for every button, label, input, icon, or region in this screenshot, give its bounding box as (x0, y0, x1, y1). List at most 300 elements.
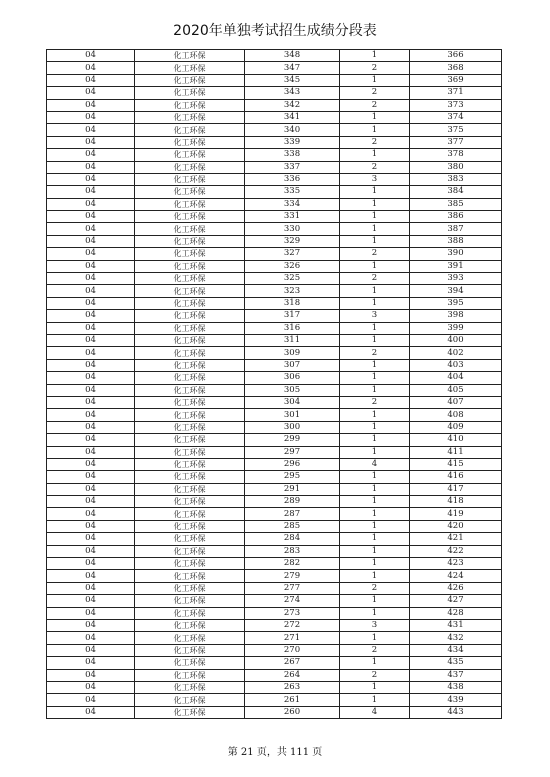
major-name-cell: 化工环保 (135, 706, 245, 718)
table-row (47, 310, 502, 322)
count-cell: 1 (340, 657, 410, 669)
major-name-cell: 化工环保 (135, 111, 245, 123)
table-row (47, 223, 502, 235)
cumulative-cell: 402 (410, 347, 502, 359)
major-name-cell: 化工环保 (135, 582, 245, 594)
major-code-cell: 04 (47, 347, 135, 359)
major-name-cell: 化工环保 (135, 62, 245, 74)
count-cell: 4 (340, 458, 410, 470)
count-cell: 1 (340, 496, 410, 508)
count-cell: 1 (340, 607, 410, 619)
major-name-cell: 化工环保 (135, 186, 245, 198)
cumulative-cell: 404 (410, 372, 502, 384)
cumulative-cell: 428 (410, 607, 502, 619)
score-cell: 300 (245, 421, 340, 433)
count-cell: 1 (340, 149, 410, 161)
count-cell: 2 (340, 99, 410, 111)
major-name-cell: 化工环保 (135, 347, 245, 359)
major-code-cell: 04 (47, 223, 135, 235)
table-row (47, 520, 502, 532)
table-row (47, 644, 502, 656)
table-row (47, 681, 502, 693)
cumulative-cell: 371 (410, 87, 502, 99)
table-row (47, 607, 502, 619)
major-name-cell: 化工环保 (135, 595, 245, 607)
table-row (47, 595, 502, 607)
cumulative-cell: 426 (410, 582, 502, 594)
major-code-cell: 04 (47, 446, 135, 458)
major-name-cell: 化工环保 (135, 149, 245, 161)
major-name-cell: 化工环保 (135, 644, 245, 656)
table-row (47, 458, 502, 470)
cumulative-cell: 378 (410, 149, 502, 161)
cumulative-cell: 403 (410, 359, 502, 371)
major-name-cell: 化工环保 (135, 334, 245, 346)
score-cell: 339 (245, 136, 340, 148)
major-code-cell: 04 (47, 694, 135, 706)
major-code-cell: 04 (47, 359, 135, 371)
major-name-cell: 化工环保 (135, 657, 245, 669)
major-code-cell: 04 (47, 124, 135, 136)
major-code-cell: 04 (47, 409, 135, 421)
score-cell: 273 (245, 607, 340, 619)
cumulative-cell: 422 (410, 545, 502, 557)
score-cell: 331 (245, 211, 340, 223)
cumulative-cell: 385 (410, 198, 502, 210)
major-name-cell: 化工环保 (135, 483, 245, 495)
count-cell: 1 (340, 198, 410, 210)
table-row (47, 446, 502, 458)
cumulative-cell: 427 (410, 595, 502, 607)
major-name-cell: 化工环保 (135, 235, 245, 247)
table-row (47, 211, 502, 223)
count-cell: 1 (340, 520, 410, 532)
count-cell: 1 (340, 384, 410, 396)
count-cell: 1 (340, 334, 410, 346)
table-row (47, 533, 502, 545)
score-cell: 287 (245, 508, 340, 520)
major-code-cell: 04 (47, 607, 135, 619)
major-code-cell: 04 (47, 458, 135, 470)
count-cell: 1 (340, 74, 410, 86)
score-cell: 271 (245, 632, 340, 644)
table-row (47, 496, 502, 508)
major-code-cell: 04 (47, 471, 135, 483)
table-row (47, 50, 502, 62)
major-code-cell: 04 (47, 235, 135, 247)
major-name-cell: 化工环保 (135, 607, 245, 619)
table-row (47, 124, 502, 136)
major-name-cell: 化工环保 (135, 396, 245, 408)
count-cell: 1 (340, 694, 410, 706)
major-code-cell: 04 (47, 248, 135, 260)
table-row (47, 260, 502, 272)
score-cell: 296 (245, 458, 340, 470)
cumulative-cell: 416 (410, 471, 502, 483)
cumulative-cell: 380 (410, 161, 502, 173)
cumulative-cell: 395 (410, 297, 502, 309)
table-row (47, 297, 502, 309)
cumulative-cell: 405 (410, 384, 502, 396)
major-code-cell: 04 (47, 136, 135, 148)
score-cell: 342 (245, 99, 340, 111)
major-name-cell: 化工环保 (135, 558, 245, 570)
score-cell: 337 (245, 161, 340, 173)
score-cell: 335 (245, 186, 340, 198)
table-row (47, 87, 502, 99)
score-cell: 270 (245, 644, 340, 656)
score-cell: 289 (245, 496, 340, 508)
score-cell: 341 (245, 111, 340, 123)
major-name-cell: 化工环保 (135, 99, 245, 111)
major-name-cell: 化工环保 (135, 446, 245, 458)
major-code-cell: 04 (47, 558, 135, 570)
major-code-cell: 04 (47, 211, 135, 223)
table-row (47, 669, 502, 681)
major-code-cell: 04 (47, 396, 135, 408)
major-name-cell: 化工环保 (135, 409, 245, 421)
major-code-cell: 04 (47, 706, 135, 718)
score-cell: 307 (245, 359, 340, 371)
count-cell: 1 (340, 471, 410, 483)
count-cell: 2 (340, 273, 410, 285)
score-cell: 326 (245, 260, 340, 272)
table-row (47, 558, 502, 570)
major-code-cell: 04 (47, 372, 135, 384)
table-row (47, 186, 502, 198)
cumulative-cell: 410 (410, 434, 502, 446)
cumulative-cell: 407 (410, 396, 502, 408)
cumulative-cell: 373 (410, 99, 502, 111)
major-code-cell: 04 (47, 74, 135, 86)
major-name-cell: 化工环保 (135, 669, 245, 681)
cumulative-cell: 393 (410, 273, 502, 285)
cumulative-cell: 399 (410, 322, 502, 334)
score-cell: 267 (245, 657, 340, 669)
cumulative-cell: 387 (410, 223, 502, 235)
count-cell: 2 (340, 669, 410, 681)
score-cell: 306 (245, 372, 340, 384)
score-cell: 263 (245, 681, 340, 693)
table-row (47, 322, 502, 334)
count-cell: 3 (340, 173, 410, 185)
major-code-cell: 04 (47, 434, 135, 446)
count-cell: 1 (340, 681, 410, 693)
major-code-cell: 04 (47, 483, 135, 495)
count-cell: 1 (340, 558, 410, 570)
count-cell: 1 (340, 545, 410, 557)
count-cell: 1 (340, 570, 410, 582)
table-row (47, 396, 502, 408)
table-row (47, 149, 502, 161)
table-row (47, 99, 502, 111)
table-row (47, 161, 502, 173)
score-cell: 260 (245, 706, 340, 718)
count-cell: 1 (340, 235, 410, 247)
table-row (47, 347, 502, 359)
count-cell: 1 (340, 223, 410, 235)
score-cell: 311 (245, 334, 340, 346)
major-code-cell: 04 (47, 582, 135, 594)
score-cell: 325 (245, 273, 340, 285)
major-name-cell: 化工环保 (135, 273, 245, 285)
major-code-cell: 04 (47, 322, 135, 334)
cumulative-cell: 390 (410, 248, 502, 260)
cumulative-cell: 368 (410, 62, 502, 74)
cumulative-cell: 437 (410, 669, 502, 681)
major-name-cell: 化工环保 (135, 619, 245, 631)
cumulative-cell: 421 (410, 533, 502, 545)
count-cell: 2 (340, 136, 410, 148)
table-row (47, 421, 502, 433)
major-name-cell: 化工环保 (135, 471, 245, 483)
cumulative-cell: 394 (410, 285, 502, 297)
score-cell: 261 (245, 694, 340, 706)
cumulative-cell: 418 (410, 496, 502, 508)
cumulative-cell: 432 (410, 632, 502, 644)
major-code-cell: 04 (47, 260, 135, 272)
count-cell: 1 (340, 421, 410, 433)
major-name-cell: 化工环保 (135, 359, 245, 371)
score-cell: 277 (245, 582, 340, 594)
count-cell: 1 (340, 595, 410, 607)
major-code-cell: 04 (47, 619, 135, 631)
score-cell: 316 (245, 322, 340, 334)
table-row (47, 483, 502, 495)
cumulative-cell: 419 (410, 508, 502, 520)
cumulative-cell: 431 (410, 619, 502, 631)
major-code-cell: 04 (47, 669, 135, 681)
table-row (47, 409, 502, 421)
score-distribution-table (46, 49, 502, 719)
major-code-cell: 04 (47, 421, 135, 433)
major-code-cell: 04 (47, 570, 135, 582)
score-cell: 304 (245, 396, 340, 408)
table-row (47, 582, 502, 594)
cumulative-cell: 415 (410, 458, 502, 470)
score-cell: 284 (245, 533, 340, 545)
major-name-cell: 化工环保 (135, 297, 245, 309)
major-code-cell: 04 (47, 533, 135, 545)
score-cell: 327 (245, 248, 340, 260)
cumulative-cell: 388 (410, 235, 502, 247)
score-cell: 317 (245, 310, 340, 322)
table-row (47, 198, 502, 210)
count-cell: 1 (340, 111, 410, 123)
score-cell: 264 (245, 669, 340, 681)
major-code-cell: 04 (47, 87, 135, 99)
cumulative-cell: 366 (410, 50, 502, 62)
major-code-cell: 04 (47, 186, 135, 198)
cumulative-cell: 443 (410, 706, 502, 718)
cumulative-cell: 383 (410, 173, 502, 185)
major-name-cell: 化工环保 (135, 384, 245, 396)
cumulative-cell: 409 (410, 421, 502, 433)
score-cell: 285 (245, 520, 340, 532)
major-name-cell: 化工环保 (135, 458, 245, 470)
table-row (47, 136, 502, 148)
major-name-cell: 化工环保 (135, 211, 245, 223)
score-cell: 297 (245, 446, 340, 458)
count-cell: 2 (340, 347, 410, 359)
score-cell: 309 (245, 347, 340, 359)
table-row (47, 235, 502, 247)
count-cell: 1 (340, 322, 410, 334)
count-cell: 1 (340, 211, 410, 223)
major-name-cell: 化工环保 (135, 50, 245, 62)
cumulative-cell: 377 (410, 136, 502, 148)
score-cell: 299 (245, 434, 340, 446)
score-cell: 274 (245, 595, 340, 607)
major-name-cell: 化工环保 (135, 681, 245, 693)
count-cell: 2 (340, 248, 410, 260)
major-code-cell: 04 (47, 496, 135, 508)
count-cell: 1 (340, 409, 410, 421)
major-name-cell: 化工环保 (135, 285, 245, 297)
table-row (47, 359, 502, 371)
major-code-cell: 04 (47, 657, 135, 669)
cumulative-cell: 435 (410, 657, 502, 669)
major-code-cell: 04 (47, 545, 135, 557)
count-cell: 1 (340, 483, 410, 495)
count-cell: 1 (340, 446, 410, 458)
count-cell: 1 (340, 508, 410, 520)
table-row (47, 273, 502, 285)
cumulative-cell: 391 (410, 260, 502, 272)
cumulative-cell: 423 (410, 558, 502, 570)
major-name-cell: 化工环保 (135, 496, 245, 508)
count-cell: 1 (340, 285, 410, 297)
major-code-cell: 04 (47, 198, 135, 210)
table-row (47, 285, 502, 297)
major-code-cell: 04 (47, 595, 135, 607)
count-cell: 1 (340, 632, 410, 644)
major-code-cell: 04 (47, 508, 135, 520)
major-code-cell: 04 (47, 99, 135, 111)
count-cell: 1 (340, 124, 410, 136)
score-cell: 282 (245, 558, 340, 570)
count-cell: 2 (340, 62, 410, 74)
major-name-cell: 化工环保 (135, 136, 245, 148)
table-row (47, 632, 502, 644)
table-row (47, 173, 502, 185)
major-code-cell: 04 (47, 173, 135, 185)
cumulative-cell: 438 (410, 681, 502, 693)
major-code-cell: 04 (47, 50, 135, 62)
score-cell: 329 (245, 235, 340, 247)
cumulative-cell: 408 (410, 409, 502, 421)
cumulative-cell: 386 (410, 211, 502, 223)
score-cell: 291 (245, 483, 340, 495)
major-name-cell: 化工环保 (135, 260, 245, 272)
major-name-cell: 化工环保 (135, 198, 245, 210)
table-row (47, 706, 502, 718)
count-cell: 1 (340, 372, 410, 384)
major-name-cell: 化工环保 (135, 310, 245, 322)
count-cell: 1 (340, 434, 410, 446)
cumulative-cell: 434 (410, 644, 502, 656)
score-cell: 348 (245, 50, 340, 62)
table-row (47, 62, 502, 74)
count-cell: 2 (340, 87, 410, 99)
table-row (47, 334, 502, 346)
count-cell: 1 (340, 359, 410, 371)
score-cell: 330 (245, 223, 340, 235)
table-row (47, 694, 502, 706)
major-name-cell: 化工环保 (135, 161, 245, 173)
score-cell: 338 (245, 149, 340, 161)
count-cell: 3 (340, 619, 410, 631)
score-cell: 318 (245, 297, 340, 309)
table-row (47, 508, 502, 520)
major-code-cell: 04 (47, 644, 135, 656)
count-cell: 2 (340, 644, 410, 656)
count-cell: 1 (340, 297, 410, 309)
cumulative-cell: 398 (410, 310, 502, 322)
count-cell: 2 (340, 161, 410, 173)
table-row (47, 545, 502, 557)
major-name-cell: 化工环保 (135, 570, 245, 582)
major-name-cell: 化工环保 (135, 372, 245, 384)
major-code-cell: 04 (47, 310, 135, 322)
score-cell: 295 (245, 471, 340, 483)
count-cell: 3 (340, 310, 410, 322)
major-name-cell: 化工环保 (135, 322, 245, 334)
major-name-cell: 化工环保 (135, 508, 245, 520)
score-cell: 347 (245, 62, 340, 74)
major-code-cell: 04 (47, 149, 135, 161)
count-cell: 1 (340, 260, 410, 272)
count-cell: 4 (340, 706, 410, 718)
major-code-cell: 04 (47, 632, 135, 644)
page-footer: 第 21 页，共 111 页 (227, 747, 323, 758)
score-cell: 279 (245, 570, 340, 582)
table-body (47, 50, 502, 719)
major-code-cell: 04 (47, 273, 135, 285)
count-cell: 1 (340, 50, 410, 62)
major-name-cell: 化工环保 (135, 248, 245, 260)
table-row (47, 471, 502, 483)
table-row (47, 111, 502, 123)
table-row (47, 74, 502, 86)
score-cell: 340 (245, 124, 340, 136)
major-code-cell: 04 (47, 285, 135, 297)
major-code-cell: 04 (47, 681, 135, 693)
table-row (47, 248, 502, 260)
major-name-cell: 化工环保 (135, 694, 245, 706)
cumulative-cell: 400 (410, 334, 502, 346)
score-cell: 305 (245, 384, 340, 396)
table-row (47, 372, 502, 384)
cumulative-cell: 369 (410, 74, 502, 86)
major-code-cell: 04 (47, 520, 135, 532)
cumulative-cell: 417 (410, 483, 502, 495)
score-cell: 301 (245, 409, 340, 421)
major-code-cell: 04 (47, 111, 135, 123)
score-cell: 323 (245, 285, 340, 297)
cumulative-cell: 374 (410, 111, 502, 123)
major-name-cell: 化工环保 (135, 74, 245, 86)
major-name-cell: 化工环保 (135, 520, 245, 532)
major-name-cell: 化工环保 (135, 533, 245, 545)
count-cell: 2 (340, 582, 410, 594)
count-cell: 2 (340, 396, 410, 408)
major-name-cell: 化工环保 (135, 545, 245, 557)
table-row (47, 570, 502, 582)
page-title: 2020年单独考试招生成绩分段表 (173, 23, 377, 39)
table-row (47, 619, 502, 631)
major-name-cell: 化工环保 (135, 434, 245, 446)
